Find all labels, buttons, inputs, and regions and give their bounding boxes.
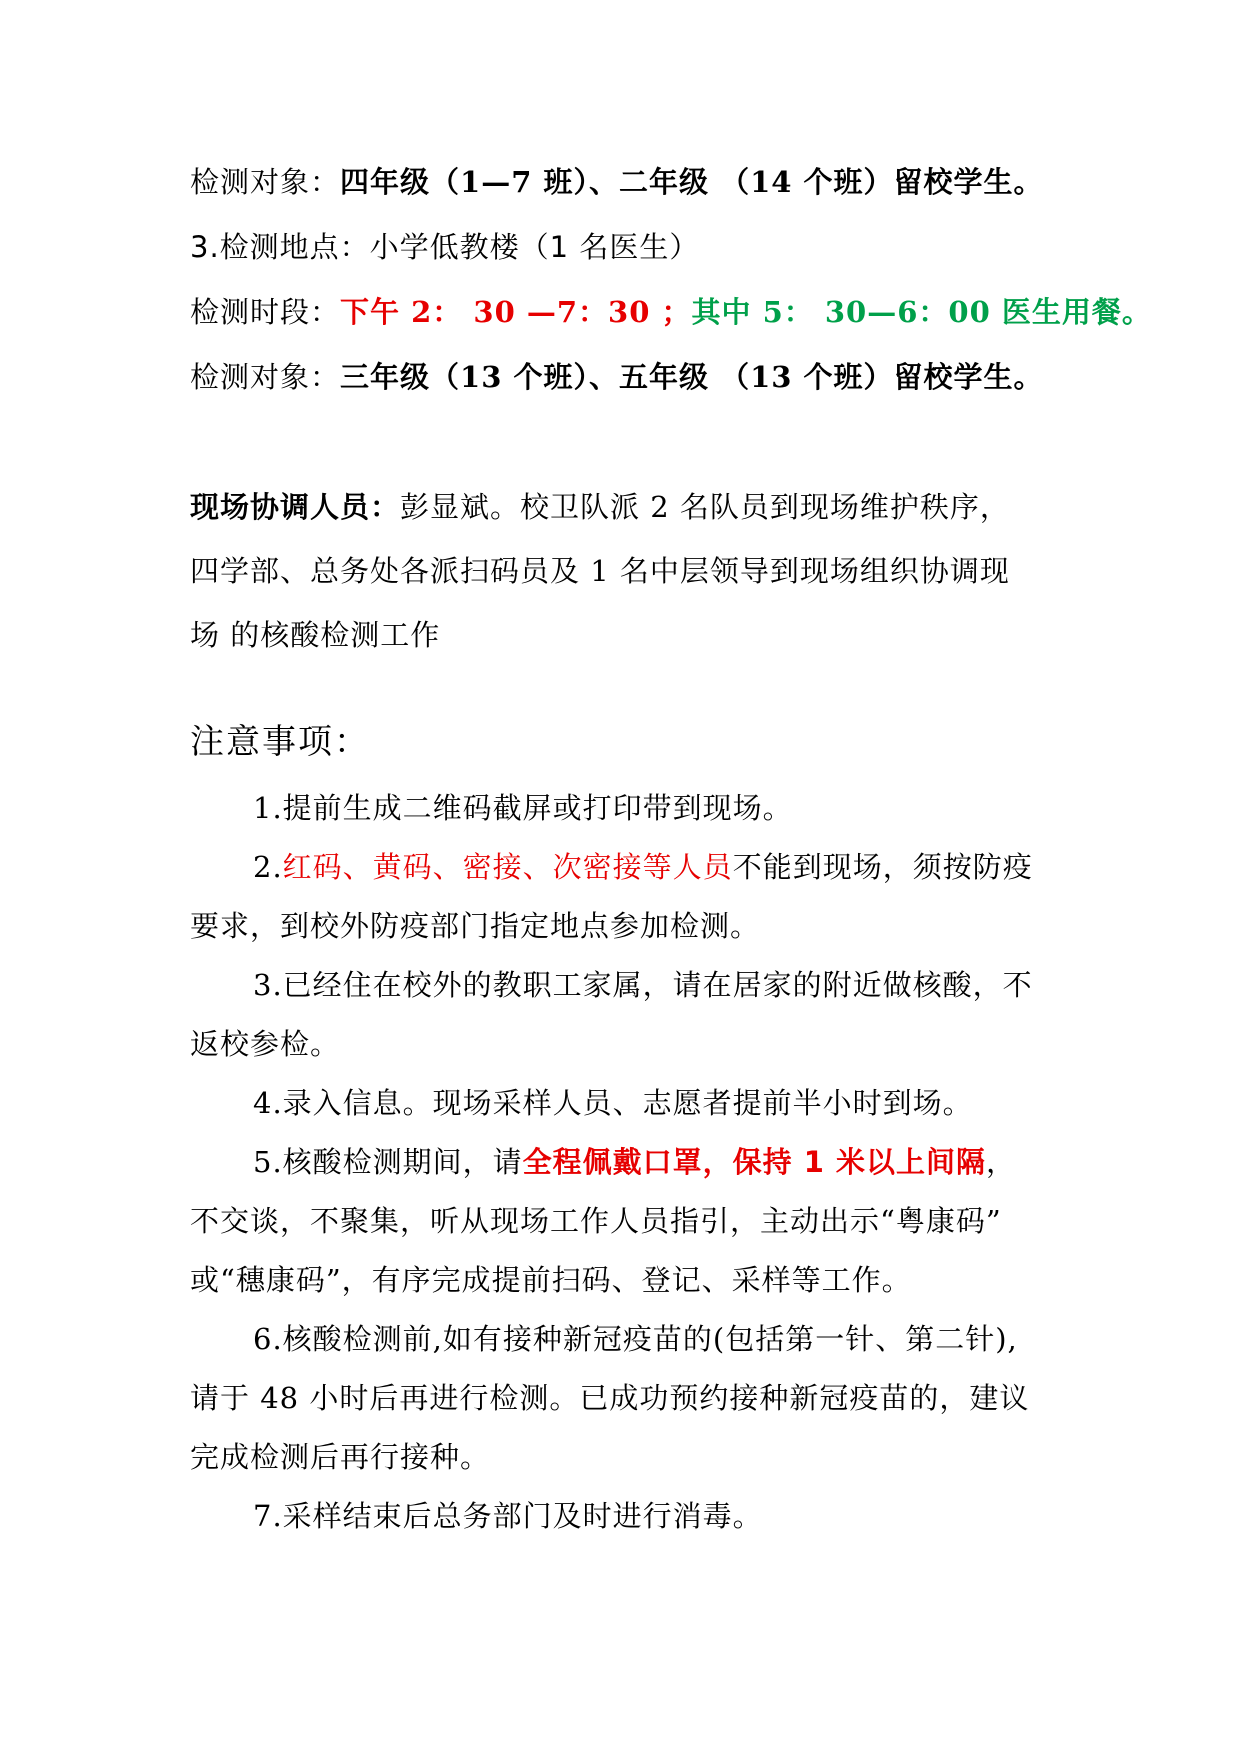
- target-value: 四年级（1—7 班）、二年级 （14 个班）留校学生。: [340, 165, 1044, 199]
- note-5-line-3: 或“穗康码”，有序完成提前扫码、登记、采样等工作。: [190, 1263, 912, 1297]
- coordinators-line-3: 场 的核酸检测工作: [190, 618, 441, 652]
- target-label: 检测对象：: [190, 360, 341, 394]
- note-5-suffix: ，: [986, 1145, 1017, 1179]
- time-line: [190, 292, 1152, 332]
- note-1: 1.提前生成二维码截屏或打印带到现场。: [253, 791, 793, 825]
- notes-heading: 注意事项：: [190, 722, 370, 762]
- note-7: 7.采样结束后总务部门及时进行消毒。: [253, 1499, 763, 1533]
- coordinators-text: 彭显斌。校卫队派 2 名队员到现场维护秩序，: [400, 490, 1010, 524]
- time-label: 检测时段：: [190, 295, 341, 329]
- time-value: 下午 2： 30 —7：30 ；: [340, 295, 692, 329]
- note-5-prefix: 5.核酸检测期间，请: [253, 1145, 523, 1179]
- time-meal: 其中 5： 30—6：00 医生用餐。: [691, 295, 1152, 329]
- target-value: 三年级（13 个班）、五年级 （13 个班）留校学生。: [340, 360, 1044, 394]
- note-4: 4.录入信息。现场采样人员、志愿者提前半小时到场。: [253, 1086, 973, 1120]
- coordinators-line-2: 四学部、总务处各派扫码员及 1 名中层领导到现场组织协调现: [190, 554, 1010, 588]
- note-5-highlight: 全程佩戴口罩，保持 1 米以上间隔: [522, 1145, 987, 1179]
- note-2-line-2: 要求，到校外防疫部门指定地点参加检测。: [190, 909, 761, 943]
- note-3-line-2: 返校参检。: [190, 1027, 341, 1061]
- coordinators-line-1: [190, 487, 1010, 527]
- target-line-1: [190, 162, 1044, 202]
- coordinators-label: 现场协调人员：: [190, 490, 401, 524]
- note-2-prefix: 2.: [253, 850, 283, 884]
- target-label: 检测对象：: [190, 165, 341, 199]
- note-2-rest: 不能到现场，须按防疫: [732, 850, 1033, 884]
- note-6-line-1: 6.核酸检测前,如有接种新冠疫苗的(包括第一针、第二针),: [253, 1322, 1018, 1356]
- note-6-line-2: 请于 48 小时后再进行检测。已成功预约接种新冠疫苗的，建议: [190, 1381, 1030, 1415]
- target-line-2: [190, 357, 1044, 397]
- note-2: [253, 847, 1033, 887]
- note-5: [253, 1142, 1016, 1182]
- note-5-line-2: 不交谈，不聚集，听从现场工作人员指引，主动出示“粤康码”: [190, 1204, 1002, 1238]
- location-line: 3.检测地点：小学低教楼（1 名医生）: [190, 230, 700, 264]
- note-6-line-3: 完成检测后再行接种。: [190, 1440, 491, 1474]
- note-3-line-1: 3.已经住在校外的教职工家属，请在居家的附近做核酸，不: [253, 968, 1033, 1002]
- note-2-highlight: 红码、黄码、密接、次密接等人员: [282, 850, 733, 884]
